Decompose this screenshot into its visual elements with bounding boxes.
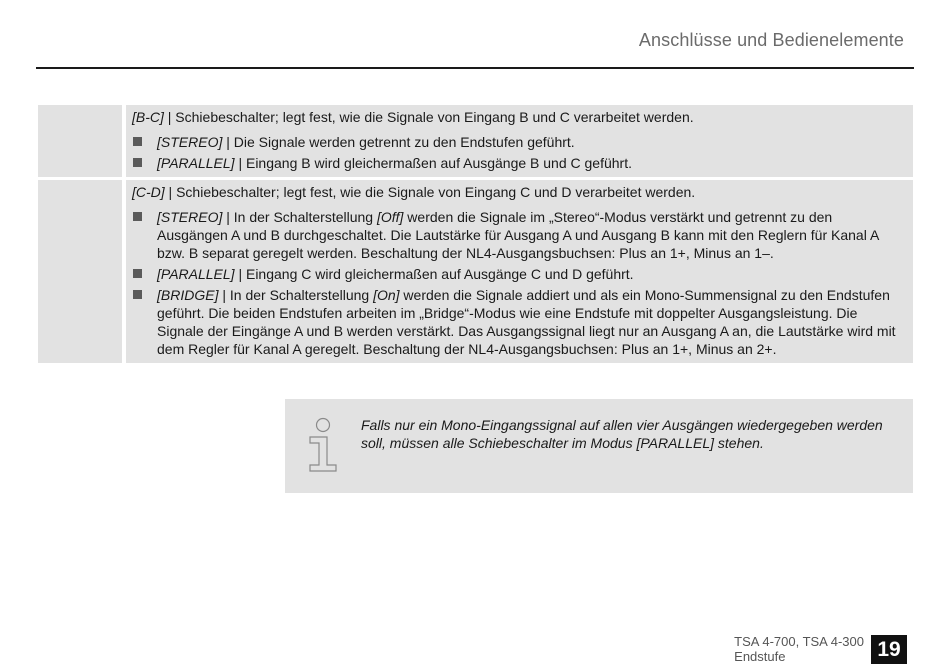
list-item <box>132 154 903 172</box>
table-content-cell <box>126 180 913 363</box>
option-text: werden die Signale addiert und als ein Mono-Summensignal zu den Endstufen geführt. Die beiden Endstufen arbeiten im „Bridge“-Modus wie eine Endstufe mit doppelter Ausgangsleistung. Die Signale der Eingänge A und B werden verstärkt. Das Ausgangssignal liegt nur an Ausgang A an, die Lautstärke wird mit dem Regler für Kanal A geregelt. Beschaltung der NL4-Ausgangsbuchsen: Plus an 1+, Minus an 2+. <box>157 287 896 357</box>
table-row-c-d <box>38 180 913 363</box>
info-note <box>285 399 913 493</box>
table-content-cell <box>126 105 913 177</box>
option-text: werden die Signale im „Stereo“-Modus verstärkt und getrennt zu den Ausgängen A und B durchgeschaltet. Die Lautstärke für Ausgang A und Ausgang B kann mit den Reglern für Kanal A bzw. B separat geregelt werden. Beschaltung der NL4-Ausgangsbuchsen: Plus an 1+, Minus an 1–. <box>157 209 879 261</box>
info-icon <box>285 399 361 493</box>
switch-description <box>132 183 903 201</box>
section-title: Anschlüsse und Bedienelemente <box>638 30 904 50</box>
bullet-square-icon <box>133 269 142 278</box>
switch-intro-text: | Schiebeschalter; legt fest, wie die Signale von Eingang B und C verarbeitet werden. <box>163 109 694 125</box>
switch-term: [C-D] <box>132 184 165 200</box>
option-text: | Eingang B wird gleichermaßen auf Ausgänge B und C geführt. <box>234 155 632 171</box>
page-number: 19 <box>871 635 907 664</box>
switch-intro-text: | Schiebeschalter; legt fest, wie die Signale von Eingang C und D verarbeitet werden. <box>164 184 696 200</box>
table-label-cell <box>38 105 122 177</box>
option-term: [STEREO] <box>157 209 223 225</box>
switch-position: [Off] <box>376 209 404 225</box>
switch-description <box>132 108 903 126</box>
footer-model: TSA 4-700, TSA 4-300 <box>734 634 864 649</box>
option-text: | Eingang C wird gleichermaßen auf Ausgänge C und D geführt. <box>234 266 634 282</box>
switch-position: [On] <box>373 287 400 303</box>
option-text: | Die Signale werden getrennt zu den Endstufen geführt. <box>222 134 575 150</box>
option-term: [PARALLEL] <box>157 266 235 282</box>
footer-product-info <box>734 634 864 664</box>
footer-product: Endstufe <box>734 649 786 664</box>
list-item <box>132 286 903 358</box>
list-item <box>132 265 903 283</box>
option-term: [STEREO] <box>157 134 223 150</box>
header-divider <box>36 67 914 69</box>
bullet-square-icon <box>133 212 142 221</box>
controls-table <box>38 105 913 363</box>
switch-term: [B-C] <box>132 109 164 125</box>
table-row-b-c <box>38 105 913 177</box>
bullet-square-icon <box>133 158 142 167</box>
option-term: [BRIDGE] <box>157 287 219 303</box>
bullet-square-icon <box>133 137 142 146</box>
option-text: | In der Schalterstellung <box>218 287 374 303</box>
option-list <box>132 208 903 358</box>
note-text: Falls nur ein Mono-Eingangssignal auf allen vier Ausgängen wiedergegeben werden soll, müssen alle Schiebeschalter im Modus [PARALLEL] stehen. <box>361 417 883 451</box>
table-label-cell <box>38 180 122 363</box>
list-item <box>132 133 903 151</box>
option-list <box>132 133 903 172</box>
option-term: [PARALLEL] <box>157 155 235 171</box>
list-item <box>132 208 903 262</box>
bullet-square-icon <box>133 290 142 299</box>
option-text: | In der Schalterstellung <box>222 209 377 225</box>
